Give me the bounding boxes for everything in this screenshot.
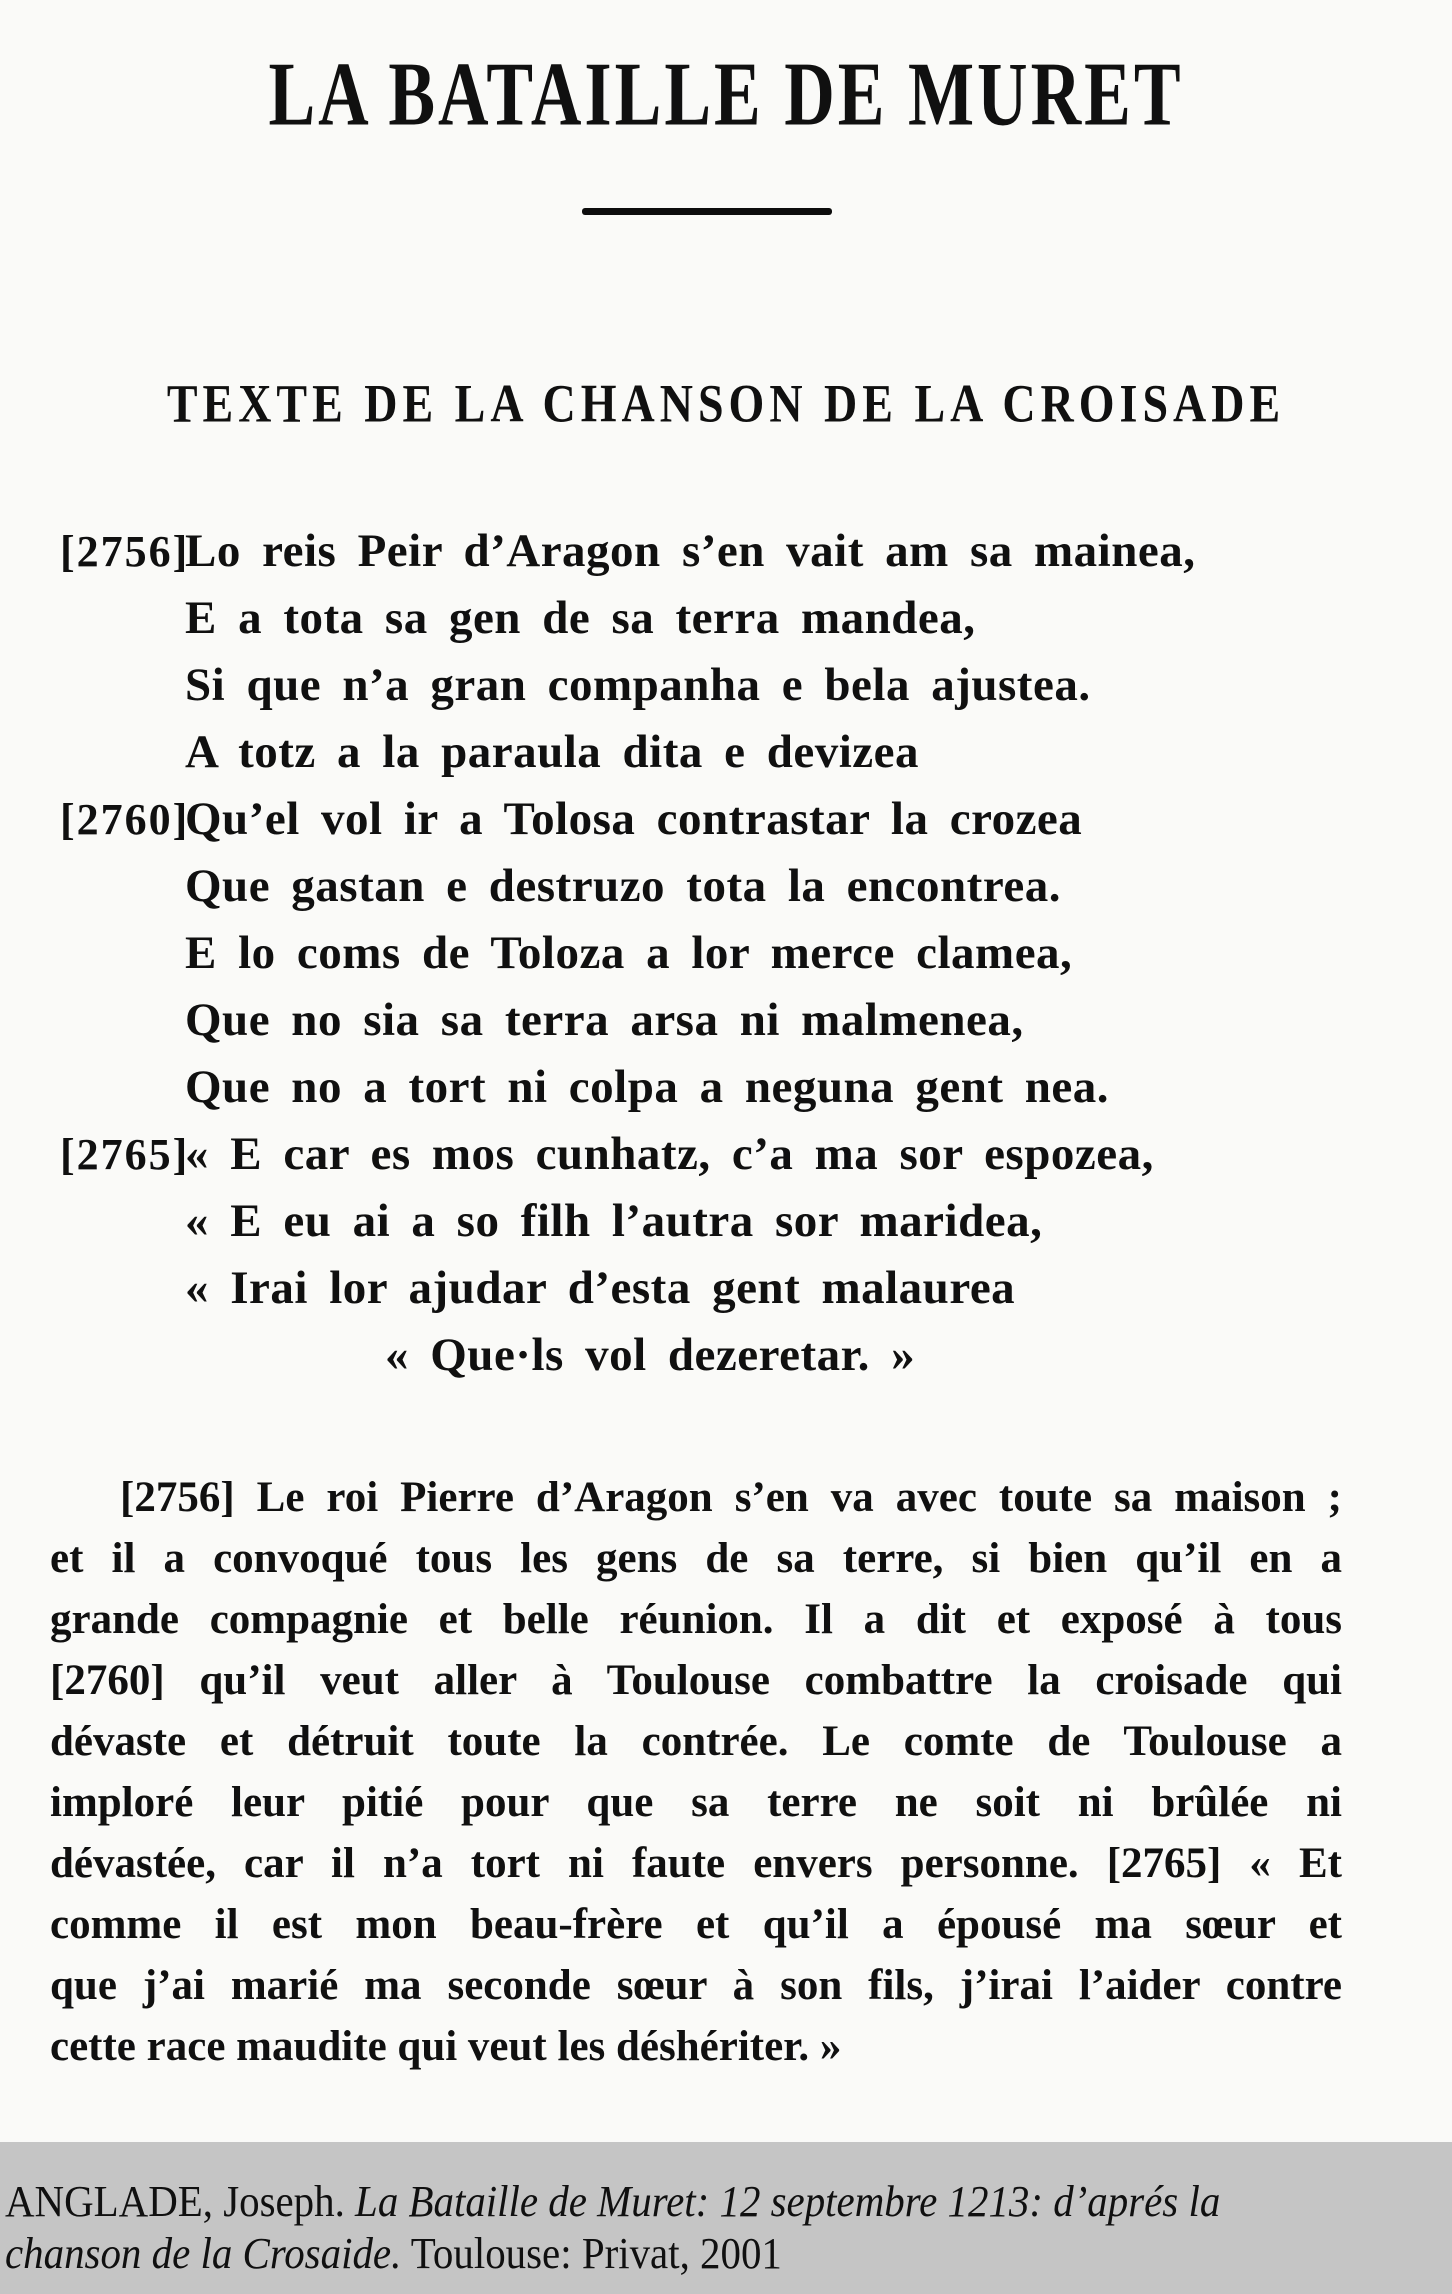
verse-line bbox=[0, 1121, 1452, 1188]
translation-line: [2756] Le roi Pierre d’Aragon s’en va avec toute sa maison ; bbox=[120, 1474, 1342, 1521]
verse-line-text: Qu’el vol ir a Tolosa contrastar la crozea bbox=[185, 793, 1083, 845]
verse-line bbox=[0, 719, 1452, 786]
citation-title: La Bataille de Muret: 12 septembre 1213: d’aprés la bbox=[355, 2177, 1221, 2226]
translation-line: imploré leur pitié pour que sa terre ne soit ni brûlée ni bbox=[50, 1779, 1342, 1826]
verse-line bbox=[0, 920, 1452, 987]
verse-line-text: Lo reis Peir d’Aragon s’en vait am sa mainea, bbox=[185, 525, 1196, 577]
verse-line bbox=[0, 853, 1452, 920]
translation-line: dévastée, car il n’a tort ni faute envers personne. [2765] « Et bbox=[50, 1840, 1342, 1887]
verse-line-text: « E car es mos cunhatz, c’a ma sor espozea, bbox=[185, 1128, 1154, 1180]
citation-publisher: Toulouse: Privat, 2001 bbox=[401, 2229, 782, 2278]
verse-line-text: E a tota sa gen de sa terra mandea, bbox=[185, 592, 976, 644]
translation-line: [2760] qu’il veut aller à Toulouse combattre la croisade qui bbox=[50, 1657, 1342, 1704]
verse-line-text: Que no sia sa terra arsa ni malmenea, bbox=[185, 994, 1024, 1046]
verse-line-text: Que no a tort ni colpa a neguna gent nea. bbox=[185, 1061, 1110, 1113]
verse-line bbox=[0, 1322, 1452, 1389]
verse-line bbox=[0, 518, 1452, 585]
citation-line bbox=[5, 2176, 1220, 2228]
verse-line-text: « Que·ls vol dezeretar. » bbox=[385, 1329, 916, 1381]
verse-line bbox=[0, 1255, 1452, 1322]
translation-line: grande compagnie et belle réunion. Il a dit et exposé à tous bbox=[50, 1596, 1342, 1643]
verse-line-number: [2756] bbox=[60, 527, 190, 576]
citation-title-continued: chanson de la Crosaide. bbox=[5, 2229, 402, 2278]
verse-line-text: A totz a la paraula dita e devizea bbox=[185, 726, 920, 778]
verse-block bbox=[0, 518, 1452, 1389]
citation-band bbox=[0, 2142, 1452, 2294]
verse-line bbox=[0, 786, 1452, 853]
translation-paragraph bbox=[50, 1467, 1342, 2077]
verse-line-text: Que gastan e destruzo tota la encontrea. bbox=[185, 860, 1061, 912]
section-heading: TEXTE DE LA CHANSON DE LA CROISADE bbox=[166, 373, 1286, 434]
citation-line bbox=[5, 2228, 1220, 2280]
translation-line: cette race maudite qui veut les déshériter. » bbox=[50, 2023, 842, 2070]
verse-line bbox=[0, 1054, 1452, 1121]
translation-line: que j’ai marié ma seconde sœur à son fils, j’irai l’aider contre bbox=[50, 1962, 1342, 2009]
translation-line: comme il est mon beau-frère et qu’il a épousé ma sœur et bbox=[50, 1901, 1342, 1948]
verse-line bbox=[0, 585, 1452, 652]
verse-line bbox=[0, 1188, 1452, 1255]
page-title: LA BATAILLE DE MURET bbox=[268, 45, 1184, 146]
verse-line bbox=[0, 987, 1452, 1054]
translation-line: dévaste et détruit toute la contrée. Le comte de Toulouse a bbox=[50, 1718, 1342, 1765]
citation-text bbox=[5, 2176, 1220, 2280]
divider-rule bbox=[582, 208, 832, 215]
verse-line bbox=[0, 652, 1452, 719]
verse-line-number: [2765] bbox=[60, 1130, 190, 1179]
verse-line-text: Si que n’a gran companha e bela ajustea. bbox=[185, 659, 1091, 711]
verse-line-text: « E eu ai a so filh l’autra sor maridea, bbox=[185, 1195, 1043, 1247]
citation-author: ANGLADE, Joseph. bbox=[5, 2177, 356, 2226]
verse-line-number: [2760] bbox=[60, 795, 190, 844]
translation-line: et il a convoqué tous les gens de sa terre, si bien qu’il en a bbox=[50, 1535, 1342, 1582]
verse-line-text: « Irai lor ajudar d’esta gent malaurea bbox=[185, 1262, 1016, 1314]
verse-line-text: E lo coms de Toloza a lor merce clamea, bbox=[185, 927, 1073, 979]
